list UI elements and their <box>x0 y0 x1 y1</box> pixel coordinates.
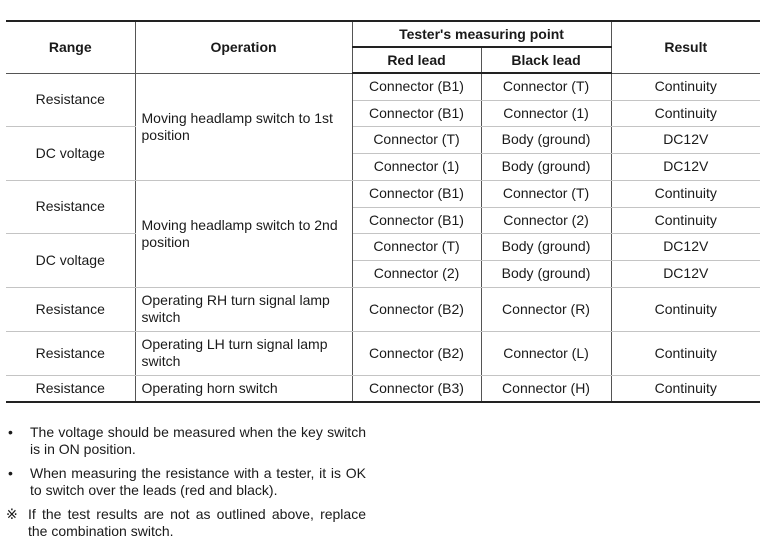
result-cell: Continuity <box>611 207 760 233</box>
notes-list <box>6 424 366 547</box>
range-cell: Resistance <box>6 180 135 233</box>
black-lead-cell: Connector (T) <box>481 73 611 100</box>
operation-cell: Operating RH turn signal lamp switch <box>135 287 352 331</box>
range-cell: Resistance <box>6 73 135 126</box>
reference-mark: ※ <box>6 506 18 522</box>
table-row <box>6 180 760 207</box>
red-lead-cell: Connector (B2) <box>352 287 481 331</box>
header-operation: Operation <box>135 21 352 73</box>
note-text: The voltage should be measured when the key switch is in ON position. <box>30 424 366 457</box>
header-red-lead: Red lead <box>352 47 481 73</box>
red-lead-cell: Connector (T) <box>352 126 481 153</box>
result-cell: DC12V <box>611 233 760 260</box>
note-text: When measuring the resistance with a tester, it is OK to switch over the leads (red and black). <box>30 465 366 498</box>
black-lead-cell: Connector (T) <box>481 180 611 207</box>
black-lead-cell: Body (ground) <box>481 153 611 180</box>
red-lead-cell: Connector (2) <box>352 260 481 287</box>
header-range: Range <box>6 21 135 73</box>
black-lead-cell: Connector (L) <box>481 331 611 375</box>
black-lead-cell: Body (ground) <box>481 126 611 153</box>
result-cell: Continuity <box>611 100 760 126</box>
result-cell: Continuity <box>611 287 760 331</box>
spec-document <box>6 20 760 403</box>
red-lead-cell: Connector (B1) <box>352 73 481 100</box>
red-lead-cell: Connector (B1) <box>352 180 481 207</box>
result-cell: Continuity <box>611 180 760 207</box>
black-lead-cell: Connector (R) <box>481 287 611 331</box>
bullet-mark: • <box>8 424 13 440</box>
table-row <box>6 287 760 331</box>
table-row <box>6 233 760 260</box>
range-cell: Resistance <box>6 331 135 375</box>
result-cell: Continuity <box>611 375 760 402</box>
operation-cell: Operating horn switch <box>135 375 352 402</box>
header-black-lead: Black lead <box>481 47 611 73</box>
measurement-table <box>6 20 760 403</box>
red-lead-cell: Connector (B3) <box>352 375 481 402</box>
black-lead-cell: Connector (H) <box>481 375 611 402</box>
black-lead-cell: Connector (2) <box>481 207 611 233</box>
operation-cell: Moving headlamp switch to 1st position <box>135 73 352 180</box>
note-item <box>6 424 366 458</box>
result-cell: DC12V <box>611 126 760 153</box>
red-lead-cell: Connector (1) <box>352 153 481 180</box>
table-row <box>6 375 760 402</box>
bullet-mark: • <box>8 465 13 481</box>
black-lead-cell: Body (ground) <box>481 260 611 287</box>
black-lead-cell: Body (ground) <box>481 233 611 260</box>
range-cell: Resistance <box>6 287 135 331</box>
black-lead-cell: Connector (1) <box>481 100 611 126</box>
operation-cell: Moving headlamp switch to 2nd position <box>135 180 352 287</box>
note-item <box>6 465 366 499</box>
table-row <box>6 73 760 100</box>
result-cell: Continuity <box>611 73 760 100</box>
range-cell: Resistance <box>6 375 135 402</box>
red-lead-cell: Connector (B2) <box>352 331 481 375</box>
red-lead-cell: Connector (B1) <box>352 100 481 126</box>
red-lead-cell: Connector (B1) <box>352 207 481 233</box>
header-measuring-point: Tester's measuring point <box>352 21 611 47</box>
result-cell: Continuity <box>611 331 760 375</box>
note-item <box>6 506 366 540</box>
range-cell: DC voltage <box>6 233 135 287</box>
table-row <box>6 331 760 375</box>
result-cell: DC12V <box>611 260 760 287</box>
operation-cell: Operating LH turn signal lamp switch <box>135 331 352 375</box>
table-row <box>6 126 760 153</box>
note-text: If the test results are not as outlined above, replace the combination switch. <box>28 506 366 539</box>
red-lead-cell: Connector (T) <box>352 233 481 260</box>
result-cell: DC12V <box>611 153 760 180</box>
header-result: Result <box>611 21 760 73</box>
range-cell: DC voltage <box>6 126 135 180</box>
